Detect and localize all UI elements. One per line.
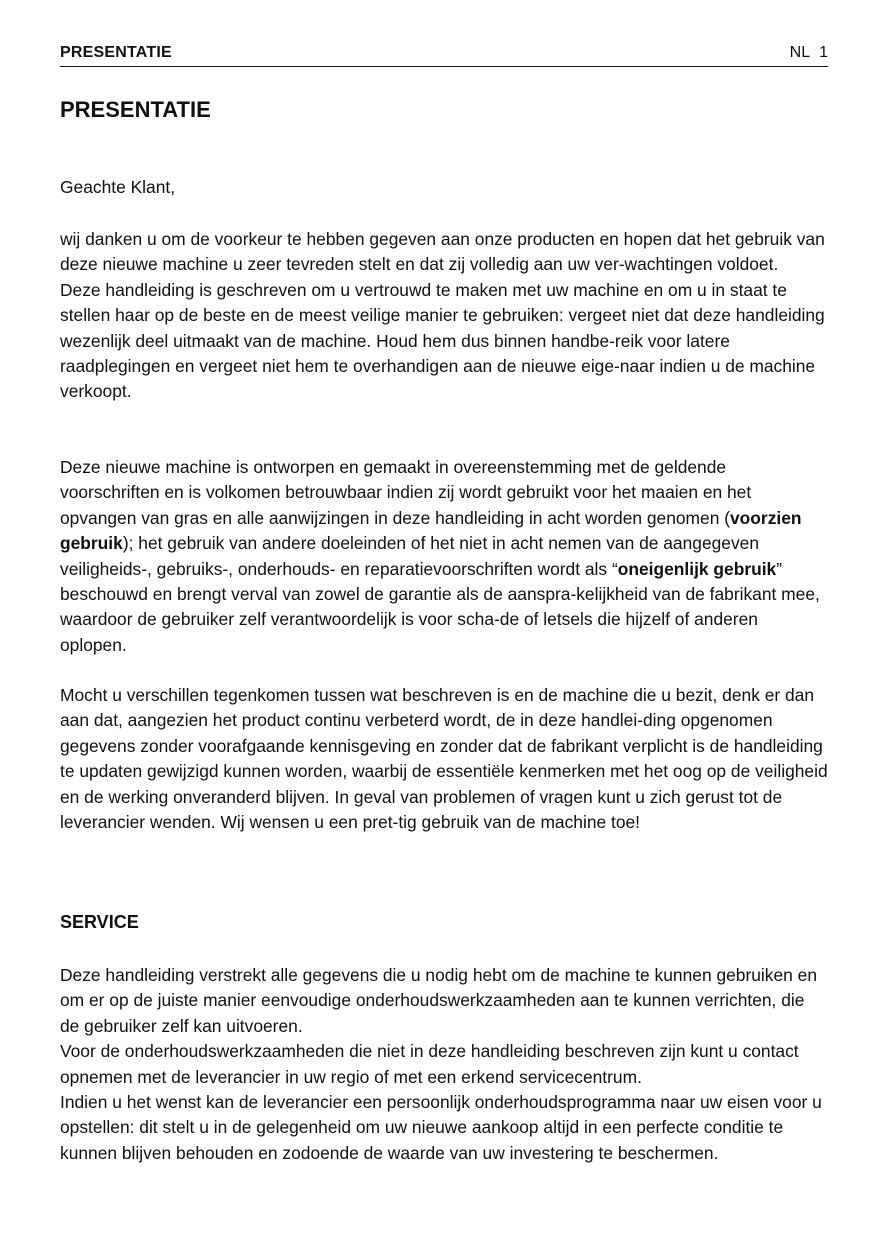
usage-paragraph: [60, 455, 828, 658]
page-header: [60, 44, 828, 67]
service-paragraph-program: Indien u het wenst kan de leverancier een persoonlijk onderhoudsprogramma naar uw eisen voor u opstellen: dit stelt u in de gelegenheid om uw nieuwe aankoop altijd in een perfecte conditie te kunnen blijven behouden en zodoende de waarde van uw investering te beschermen.: [60, 1092, 822, 1163]
intro-paragraph-manual: Deze handleiding is geschreven om u vertrouwd te maken met uw machine en om u in staat te stellen haar op de beste en de meest veilige manier te gebruiken: vergeet niet dat deze handleiding wezenlijk deel uitmaakt van de machine. Houd hem dus binnen handbe-reik voor latere raadplegingen en vergeet niet hem te overhandigen aan de nieuwe eige-naar indien u de machine verkoopt.: [60, 279, 825, 402]
usage-text-part3: ” beschouwd en brengt verval van zowel de garantie als de aanspra-kelijkheid van de fabrikant mee, waardoor de gebruiker zelf verantwoordelijk is voor scha-de of letsels die hijzelf of anderen oplopen.: [60, 558, 820, 655]
greeting: [60, 175, 828, 200]
service-paragraph-contact: Voor de onderhoudswerkzaamheden die niet in deze handleiding beschreven zijn kunt u contact opnemen met de leverancier in uw regio of met een erkend servicecentrum.: [60, 1041, 799, 1087]
service-heading: SERVICE: [60, 912, 139, 932]
header-language-code: NL: [789, 44, 811, 61]
header-page-number: 1: [819, 44, 828, 61]
intro-paragraph-thanks: wij danken u om de voorkeur te hebben gegeven aan onze producten en hopen dat het gebruik van deze nieuwe machine u zeer tevreden stelt en dat zij volledig aan uw ver-wachtingen voldoet.: [60, 229, 825, 275]
intro-section: [60, 227, 828, 405]
usage-text-part2: ); het gebruik van andere doeleinden of het niet in acht nemen van de aangegeven veiligheids-, gebruiks-, onderhouds- en reparatievoorschriften wordt als “: [60, 533, 760, 579]
header-page-indicator: [790, 44, 828, 62]
usage-text-part1: Deze nieuwe machine is ontworpen en gemaakt in overeenstemming met de geldende voorschriften en is volkomen betrouwbaar indien zij wordt gebruikt voor het maaien en het opvangen van gras en alle aanwijzingen in deze handleiding in acht worden genomen (: [60, 457, 752, 528]
differences-paragraph: Mocht u verschillen tegenkomen tussen wat beschreven is en de machine die u bezit, denk er dan aan dat, aangezien het product continu verbeterd wordt, de in deze handlei-ding opgenomen gegevens zonder voorafgaande kennisgeving en zonder dat de fabrikant verplicht is de handleiding te updaten gewijzigd kunnen worden, waarbij de essentiële kenmerken met het oog op de veiligheid en de werking onveranderd blijven. In geval van problemen of vragen kunt u zich gerust tot de leverancier wenden. Wij wensen u een pret-tig gebruik van de machine toe!: [60, 685, 828, 833]
greeting-text: Geachte Klant,: [60, 177, 176, 197]
differences-section: [60, 683, 828, 835]
service-section: [60, 963, 828, 1166]
usage-term-intended: voorzien gebruik: [60, 507, 802, 554]
usage-section: [60, 455, 828, 658]
usage-term-improper: oneigenlijk gebruik: [617, 558, 777, 579]
service-paragraph-data: Deze handleiding verstrekt alle gegevens die u nodig hebt om de machine te kunnen gebruiken en om er op de juiste manier eenvoudige onderhoudswerkzaamheden aan te kunnen verrichten, die de gebruiker zelf kan uitvoeren.: [60, 965, 818, 1036]
page-title: PRESENTATIE: [60, 97, 211, 122]
header-section-title: PRESENTATIE: [60, 44, 172, 61]
